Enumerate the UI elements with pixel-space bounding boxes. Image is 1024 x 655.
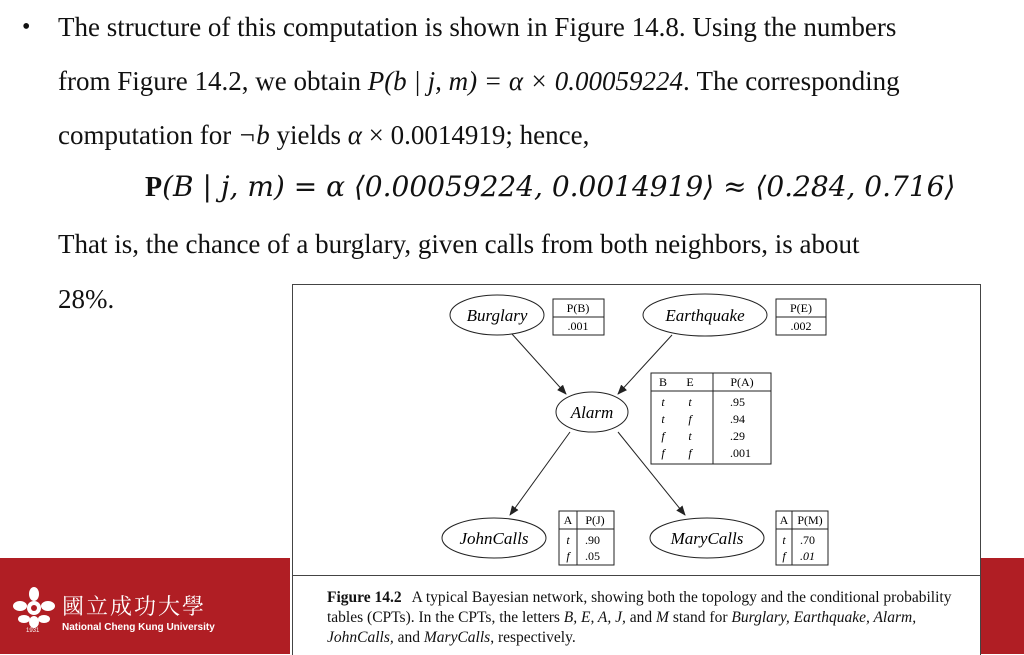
node-alarm-label: Alarm (570, 403, 614, 422)
cpt-j-value: .90 (585, 533, 600, 547)
line3-expression: ¬b (237, 120, 270, 150)
cpt-m-value: .70 (800, 533, 815, 547)
cpt-b-header: P(B) (566, 301, 590, 315)
cpt-e-value: .002 (790, 319, 812, 333)
figure-caption-label: Figure 14.2 (327, 589, 402, 606)
caption-text-b: and (625, 609, 657, 626)
line2-text-a: from Figure 14.2, we obtain (58, 66, 368, 96)
node-marycalls-label: MaryCalls (670, 529, 744, 548)
cpt-a-cell: f (688, 446, 692, 460)
paragraph-line-1: The structure of this computation is shown in Figure 14.8. Using the numbers (58, 12, 897, 42)
cpt-burglary (553, 299, 604, 335)
caption-text-c: stand for (668, 609, 732, 626)
line3-alpha: α (347, 120, 362, 150)
caption-name-last: MaryCalls (423, 629, 491, 646)
cpt-a-cell: t (661, 395, 665, 409)
cpt-a-cell: t (688, 429, 692, 443)
edge-alarm-johncalls (510, 432, 570, 515)
caption-text-e: , respectively. (490, 629, 576, 646)
cpt-a-cell: t (661, 412, 665, 426)
university-name-english: National Cheng Kung University (62, 622, 215, 633)
cpt-alarm (651, 373, 771, 464)
line3-text-c: × 0.0014919; hence, (361, 120, 590, 150)
edge-burglary-alarm (512, 334, 566, 394)
caption-letter-m: M (656, 609, 669, 626)
cpt-m-cell: t (782, 533, 786, 547)
cpt-earthquake (776, 299, 826, 335)
cpt-johncalls (559, 511, 614, 565)
university-year: 1931 (26, 628, 40, 634)
cpt-m-header-a: A (779, 513, 789, 527)
cpt-a-value: .94 (730, 412, 745, 426)
cpt-a-cell: f (661, 429, 665, 443)
paragraph-line-5: That is, the chance of a burglary, given calls from both neighbors, is about (58, 229, 860, 259)
cpt-j-header-a: A (563, 513, 573, 527)
cpt-a-value: .95 (730, 395, 745, 409)
paragraph-line-6: 28%. (58, 284, 115, 314)
formula-body: (B | j, m) = α ⟨0.00059224, 0.0014919⟩ ≈ ⟨0.284, 0.716⟩ (162, 170, 956, 203)
cpt-b-value: .001 (567, 319, 589, 333)
cpt-a-cell: f (688, 412, 692, 426)
cpt-a-header-e: E (686, 375, 694, 389)
cpt-a-value: .29 (730, 429, 745, 443)
cpt-a-value: .001 (730, 446, 751, 460)
cpt-a-cell: f (661, 446, 665, 460)
cpt-m-header-pm: P(M) (797, 513, 823, 527)
node-burglary-label: Burglary (466, 306, 528, 325)
node-earthquake-label: Earthquake (665, 306, 745, 325)
cpt-j-value: .05 (585, 549, 600, 563)
figure-caption (327, 588, 967, 648)
line2-text-b: . The corresponding (682, 66, 900, 96)
cpt-a-header-pa: P(A) (730, 375, 754, 389)
line3-text-a: computation for (58, 120, 238, 150)
cpt-j-header-pj: P(J) (585, 513, 605, 527)
cpt-e-header: P(E) (790, 301, 812, 315)
bullet-marker: • (22, 14, 31, 40)
cpt-j-cell: t (566, 533, 570, 547)
caption-text-d: and (393, 629, 424, 646)
university-name-chinese: 國立成功大學 (62, 595, 207, 620)
caption-text-a: A typical Bayesian network, showing both the topology and the conditional probability tables (CPTs). In the CPTs, the letters (327, 589, 952, 626)
node-johncalls-label: JohnCalls (459, 529, 529, 548)
cpt-m-cell: f (782, 549, 786, 563)
formula-bold-p: P (145, 172, 163, 203)
cpt-a-header-b: B (658, 375, 668, 389)
cpt-marycalls (776, 511, 828, 565)
cpt-a-cell: t (688, 395, 692, 409)
caption-names: Burglary, Earthquake, Alarm, JohnCalls, (327, 609, 917, 646)
cpt-j-cell: f (566, 549, 570, 563)
cpt-m-value: .01 (800, 549, 815, 563)
line2-expression: P(b | j, m) = α × 0.00059224 (367, 66, 683, 96)
line3-text-b: yields (269, 120, 348, 150)
caption-letters: B, E, A, J, (563, 609, 626, 626)
